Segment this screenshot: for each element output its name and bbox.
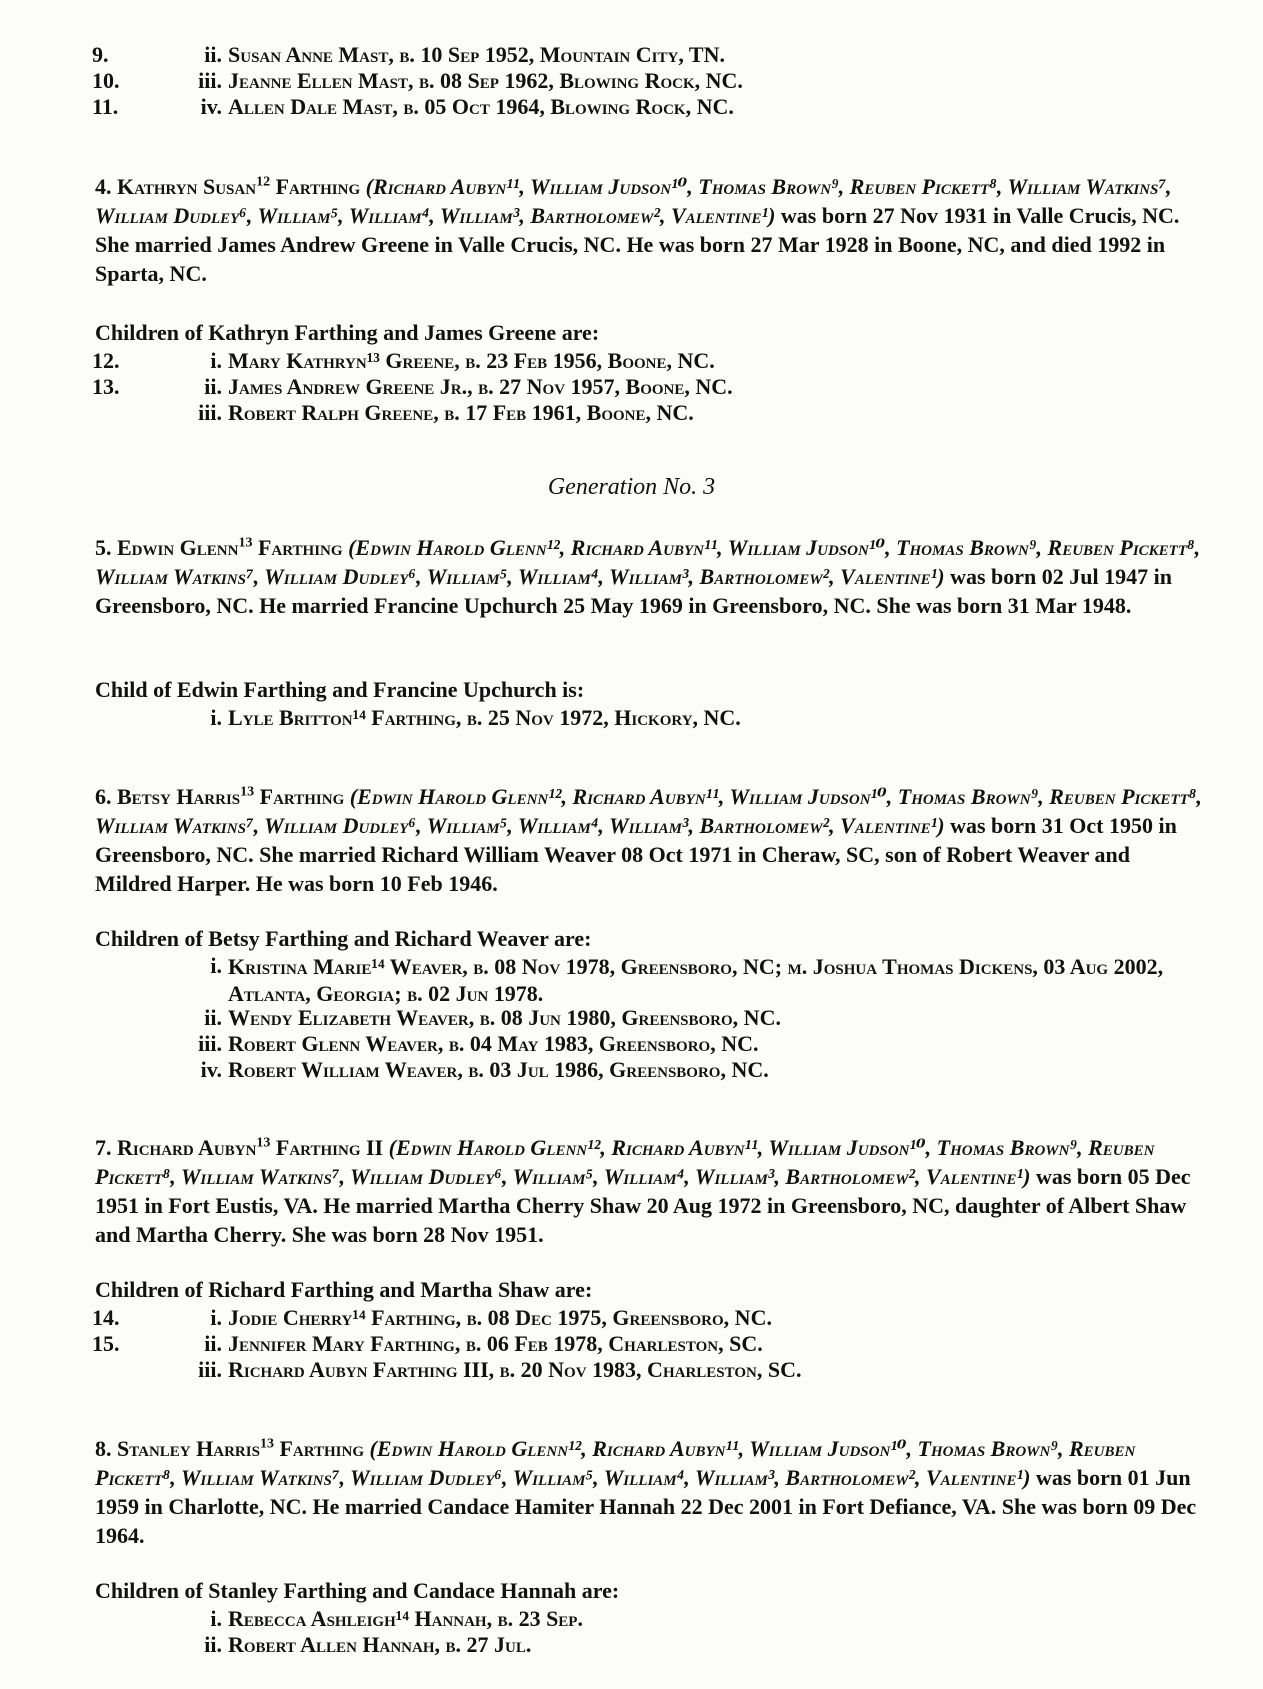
child-roman: ii. (204, 374, 222, 399)
generation-sup: 13 (256, 1135, 271, 1151)
person-name: 8. Stanley Harris (95, 1436, 260, 1461)
child-number: 15. (92, 1331, 120, 1356)
person-surname: Farthing (254, 784, 345, 809)
child-text: Robert William Weaver, b. 03 Jul 1986, Greensboro, NC. (228, 1057, 769, 1082)
child-roman: i. (210, 348, 222, 373)
child-roman: ii. (204, 1331, 222, 1356)
child-text: Robert Ralph Greene, b. 17 Feb 1961, Boone, NC. (228, 400, 694, 425)
child-text: Susan Anne Mast, b. 10 Sep 1952, Mountain City, TN. (228, 42, 725, 67)
child-text: Lyle Britton¹⁴ Farthing, b. 25 Nov 1972, Hickory, NC. (228, 705, 741, 730)
person-surname: Farthing (270, 174, 361, 199)
person-name: 6. Betsy Harris (95, 784, 241, 809)
child-roman: iii. (198, 1357, 222, 1382)
child-text: Rebecca Ashleigh¹⁴ Hannah, b. 23 Sep. (228, 1606, 583, 1631)
person-name: 4. Kathryn Susan (95, 174, 257, 199)
person-details: was born 01 Jun 1959 in Charlotte, NC. He married Candace Hamiter Hannah 22 Dec 2001 in Fort Defiance, VA. She was born 09 Dec 1964. (95, 1465, 1197, 1548)
person-details: was born 31 Oct 1950 in Greensboro, NC. She married Richard William Weaver 08 Oct 1971 in Cheraw, SC, son of Robert Weaver and Mildred Harper. He was born 10 Feb 1946. (95, 813, 1177, 896)
child-text: James Andrew Greene Jr., b. 27 Nov 1957, Boone, NC. (228, 374, 733, 399)
ancestry-line: (Edwin Harold Glenn¹², Richard Aubyn¹¹, William Judson¹⁰, Thomas Brown⁹, Reuben Pickett⁸, William Watkins⁷, William Dudley⁶, William⁵, William⁴, William³, Bartholomew², Valentine¹) (95, 1135, 1155, 1189)
child-roman: iv. (200, 94, 222, 119)
children-heading: Child of Edwin Farthing and Francine Upchurch is: (95, 677, 585, 702)
child-text: Robert Allen Hannah, b. 27 Jul. (228, 1632, 532, 1657)
child-text: Kristina Marie¹⁴ Weaver, b. 08 Nov 1978, Greensboro, NC; m. Joshua Thomas Dickens, 03 Aug 2002, Atlanta, Georgia; b. 02 Jun 1978. (228, 954, 1164, 1006)
child-roman: i. (210, 705, 222, 730)
child-text: Robert Glenn Weaver, b. 04 May 1983, Greensboro, NC. (228, 1031, 759, 1056)
child-roman: ii. (204, 1632, 222, 1657)
child-number: 13. (92, 374, 120, 399)
person-entry (95, 1434, 1205, 1550)
child-roman: ii. (204, 1005, 222, 1030)
child-roman: iii. (198, 1031, 222, 1056)
person-details: was born 05 Dec 1951 in Fort Eustis, VA. He married Martha Cherry Shaw 20 Aug 1972 in Greensboro, NC, daughter of Albert Shaw and Martha Cherry. She was born 28 Nov 1951. (95, 1164, 1191, 1247)
child-text: Jennifer Mary Farthing, b. 06 Feb 1978, Charleston, SC. (228, 1331, 763, 1356)
person-entry (95, 533, 1205, 620)
generation-sup: 13 (240, 784, 255, 800)
child-number: 9. (92, 42, 109, 67)
person-entry (95, 172, 1205, 288)
ancestry-line: (Edwin Harold Glenn¹², Richard Aubyn¹¹, William Judson¹⁰, Thomas Brown⁹, Reuben Pickett⁸, William Watkins⁷, William Dudley⁶, William⁵, William⁴, William³, Bartholomew², Valentine¹) (95, 1436, 1136, 1490)
child-number: 14. (92, 1305, 120, 1330)
child-roman: ii. (204, 42, 222, 67)
child-roman: iv. (200, 1057, 222, 1082)
ancestry-line: (Richard Aubyn¹¹, William Judson¹⁰, Thomas Brown⁹, Reuben Pickett⁸, William Watkins⁷, William Dudley⁶, William⁵, William⁴, William³, Bartholomew², Valentine¹) (95, 174, 1172, 228)
person-surname: Farthing (252, 535, 343, 560)
children-heading: Children of Richard Farthing and Martha Shaw are: (95, 1277, 593, 1302)
person-surname: Farthing (273, 1436, 365, 1461)
person-entry (95, 1133, 1205, 1249)
generation-sup: 12 (256, 174, 271, 190)
generation-heading: Generation No. 3 (547, 474, 716, 500)
ancestry-line: (Edwin Harold Glenn¹², Richard Aubyn¹¹, William Judson¹⁰, Thomas Brown⁹, Reuben Pickett⁸, William Watkins⁷, William Dudley⁶, William⁵, William⁴, William³, Bartholomew², Valentine¹) (95, 784, 1202, 838)
person-details: was born 27 Nov 1931 in Valle Crucis, NC. She married James Andrew Greene in Valle Crucis, NC. He was born 27 Mar 1928 in Boone, NC, and died 1992 in Sparta, NC. (95, 203, 1180, 286)
child-number: 11. (92, 94, 119, 119)
child-roman: iii. (198, 400, 222, 425)
generation-sup: 13 (238, 535, 253, 551)
children-heading: Children of Betsy Farthing and Richard Weaver are: (95, 926, 592, 951)
person-name: 5. Edwin Glenn (95, 535, 239, 560)
child-text: Allen Dale Mast, b. 05 Oct 1964, Blowing Rock, NC. (228, 94, 734, 119)
child-text: Wendy Elizabeth Weaver, b. 08 Jun 1980, Greensboro, NC. (228, 1005, 781, 1030)
child-roman: i. (210, 1606, 222, 1631)
child-roman: i. (210, 1305, 222, 1330)
child-text: Richard Aubyn Farthing III, b. 20 Nov 1983, Charleston, SC. (228, 1357, 802, 1382)
child-text: Jeanne Ellen Mast, b. 08 Sep 1962, Blowing Rock, NC. (228, 68, 743, 93)
children-heading: Children of Kathryn Farthing and James Greene are: (95, 320, 600, 345)
child-text: Mary Kathryn¹³ Greene, b. 23 Feb 1956, Boone, NC. (228, 348, 715, 373)
child-number: 12. (92, 348, 120, 373)
person-name: 7. Richard Aubyn (95, 1135, 257, 1160)
person-details: was born 02 Jul 1947 in Greensboro, NC. He married Francine Upchurch 25 May 1969 in Greensboro, NC. She was born 31 Mar 1948. (95, 564, 1172, 618)
person-entry (95, 782, 1205, 898)
child-roman: i. (210, 953, 222, 978)
generation-sup: 13 (259, 1436, 274, 1452)
ancestry-line: (Edwin Harold Glenn¹², Richard Aubyn¹¹, William Judson¹⁰, Thomas Brown⁹, Reuben Pickett⁸, William Watkins⁷, William Dudley⁶, William⁵, William⁴, William³, Bartholomew², Valentine¹) (95, 535, 1201, 589)
children-heading: Children of Stanley Farthing and Candace Hannah are: (95, 1578, 620, 1603)
child-text: Jodie Cherry¹⁴ Farthing, b. 08 Dec 1975, Greensboro, NC. (228, 1305, 772, 1330)
person-surname: Farthing II (270, 1135, 384, 1160)
child-roman: iii. (198, 68, 222, 93)
child-number: 10. (92, 68, 120, 93)
